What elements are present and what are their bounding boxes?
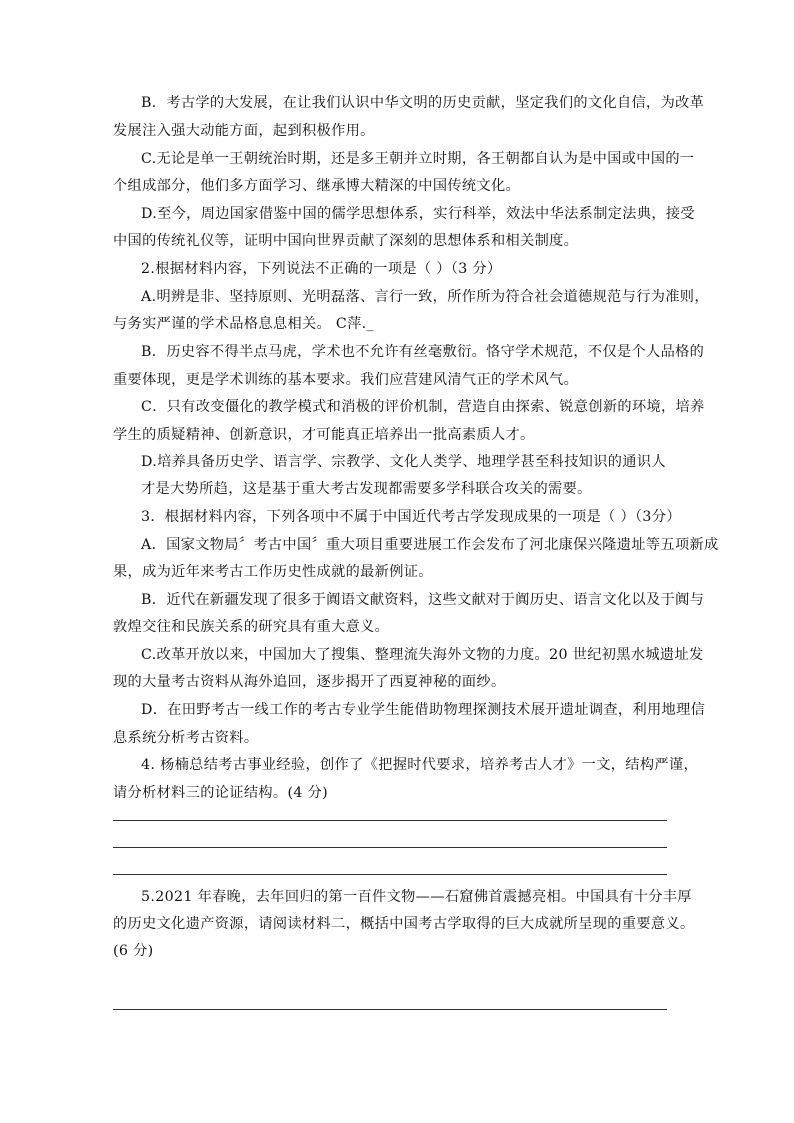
answer-line[interactable]: [113, 874, 667, 875]
q2-option-d-line2: 才是大势所趋，这是基于重大考古发现都需要多学科联合攻关的需要。: [141, 481, 592, 497]
answer-line[interactable]: [113, 847, 667, 848]
q2-option-c-line1: C．只有改变僵化的教学模式和消极的评价机制，营造自由探索、锐意创新的环境，培养: [141, 399, 705, 415]
q1-option-b-line1: B．考古学的大发展，在让我们认识中华文明的历史贡献，坚定我们的文化自信，为改革: [141, 95, 705, 111]
q4-stem-line1: 4. 杨楠总结考古事业经验，创作了《把握时代要求，培养考古人才》一文，结构严谨，: [141, 757, 698, 773]
answer-line[interactable]: [113, 820, 667, 821]
q2-option-b-line1: B．历史容不得半点马虎，学术也不允许有丝毫敷衍。恪守学术规范，不仅是个人品格的: [141, 344, 705, 360]
q3-option-a-line2: 果，成为近年来考古工作历史性成就的最新例证。: [113, 564, 433, 580]
q2-option-c-line2: 学生的质疑精神、创新意识，才可能真正培养出一批高素质人才。: [113, 427, 535, 443]
answer-line[interactable]: [113, 1009, 667, 1010]
q4-stem-line2: 请分析材料三的论证结构。(4 分): [113, 785, 328, 801]
q2-option-a-line2: 与务实严谨的学术品格息息相关。 C萍._: [113, 316, 374, 332]
q1-option-c-line2: 个组成部分，他们多方面学习、继承博大精深的中国传统文化。: [113, 178, 521, 194]
q3-option-c-line2: 现的大量考古资料从海外追回，逐步揭开了西夏神秘的面纱。: [113, 674, 506, 690]
q1-option-d-line2: 中国的传统礼仪等，证明中国向世界贡献了深刻的思想体系和相关制度。: [113, 233, 579, 249]
q5-stem-line2: 的历史文化遗产资源，请阅读材料二，概括中国考古学取得的巨大成就所呈现的重要意义。: [113, 916, 695, 932]
q2-stem: 2.根据材料内容，下列说法不正确的一项是（ ）（3 分）: [141, 261, 502, 277]
q5-stem-line1: 5.2021 年春晚，去年回归的第一百件文物——石窟佛首震撼亮相。中国具有十分丰厚: [141, 889, 692, 905]
q1-option-c-line1: C.无论是单一王朝统治时期，还是多王朝并立时期，各王朝都自认为是中国或中国的一: [141, 151, 695, 167]
q2-option-a-line1: A.明辨是非、坚持原则、光明磊落、言行一致，所作所为符合社会道德规范与行为准则，: [141, 289, 709, 305]
q2-option-d-line1: D.培养具备历史学、语言学、宗教学、文化人类学、地理学甚至科技知识的通识人: [141, 454, 666, 470]
q3-option-b-line1: B．近代在新疆发现了很多于阗语文献资料，这些文献对于阗历史、语言文化以及于阗与: [141, 592, 705, 608]
q3-option-b-line2: 敦煌交往和民族关系的研究具有重大意义。: [113, 619, 390, 635]
q1-option-d-line1: D.至今，周边国家借鉴中国的儒学思想体系，实行科举，效法中华法系制定法典，接受: [141, 206, 695, 222]
q3-option-d-line2: 息系统分析考古资料。: [113, 730, 259, 746]
q3-option-a-line1: A．国家文物局〞考古中国〞重大项目重要进展工作会发布了河北康保兴隆遗址等五项新成: [141, 537, 719, 553]
q3-stem: 3．根据材料内容，下列各项中不属于中国近代考古学发现成果的一项是（ ）（3分）: [141, 509, 681, 525]
q3-option-d-line1: D．在田野考古一线工作的考古专业学生能借助物理探测技术展开遗址调查，利用地理信: [141, 702, 706, 718]
q5-stem-line3: (6 分): [113, 943, 154, 959]
q1-option-b-line2: 发展注入强大动能方面，起到积极作用。: [113, 123, 375, 139]
q2-option-b-line2: 重要体现，更是学术训练的基本要求。我们应营建风清气正的学术风气。: [113, 372, 579, 388]
q3-option-c-line1: C.改革开放以来，中国加大了搜集、整理流失海外文物的力度。20 世纪初黑水城遗址发: [141, 647, 704, 663]
